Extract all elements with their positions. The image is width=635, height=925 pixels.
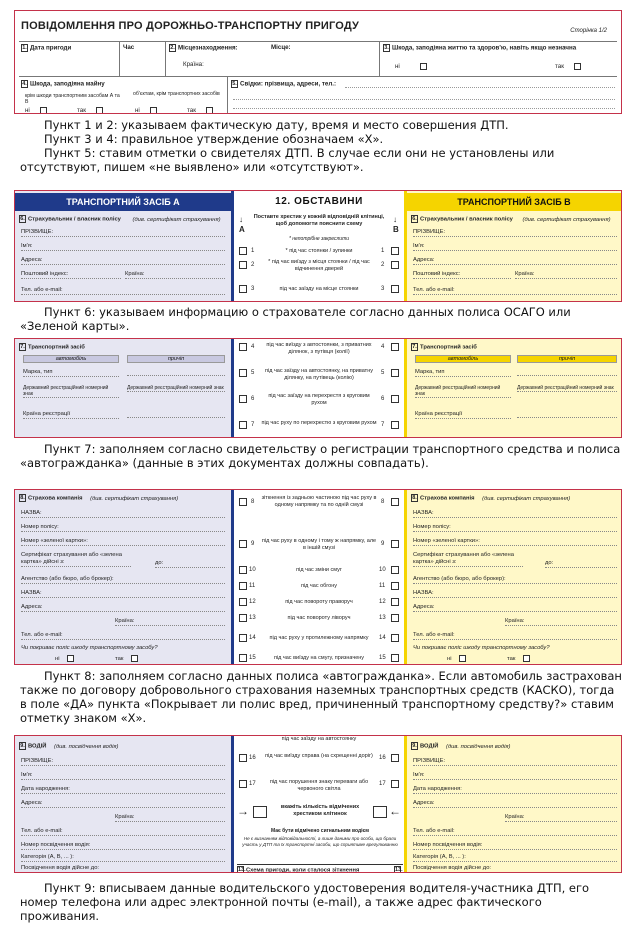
driver-a-surname[interactable]: ПРІЗВИЩЕ: <box>21 758 225 766</box>
vehicle-a-country[interactable]: Країна реєстрації <box>23 411 119 419</box>
vehicle-b-trailer-make[interactable] <box>517 369 617 376</box>
insurer-b-address[interactable]: Адреса: <box>413 604 617 612</box>
circ-6-num-a: 6 <box>251 396 255 402</box>
circ-6-b[interactable] <box>391 395 399 403</box>
insured-b-address[interactable]: Адреса: <box>413 257 617 265</box>
driver-b-address[interactable]: Адреса: <box>413 800 617 808</box>
count-box-b[interactable] <box>373 806 387 818</box>
circ-6-num-b: 6 <box>381 396 385 402</box>
insurer-a-valid-to[interactable]: до: <box>155 560 225 568</box>
count-box-a[interactable] <box>253 806 267 818</box>
insured-b-name[interactable]: Ім'я: <box>413 243 617 251</box>
vehicle-b-reg[interactable]: Державний реєстраційний номерний знак <box>415 385 511 398</box>
circ-1-num-a: 1 <box>251 248 255 254</box>
insurer-b-label: 8. Страхова компанія (див. сертифікат страхування) <box>412 495 571 502</box>
witnesses-lines[interactable] <box>345 79 615 88</box>
circ-5-num-b: 5 <box>381 370 385 376</box>
form-section-insured <box>14 190 622 302</box>
driver-b-country[interactable]: Країна: <box>505 814 617 822</box>
vehicle-a-trailer-reg[interactable]: Державний реєстраційний номерний знак <box>127 385 224 391</box>
form-title: ПОВІДОМЛЕННЯ ПРО ДОРОЖНЬО-ТРАНСПОРТНУ ПРИГОДУ <box>21 20 360 32</box>
circ-17-num-b: 17 <box>379 781 386 787</box>
count-label: вкажіть кількість відмічених хрестиком клітинок <box>280 804 360 817</box>
insurer-a-yes[interactable]: так <box>115 655 138 663</box>
caption-4: Пункт 8: заполняем согласно данных полиса «автогражданка». Если автомобиль застрахован также по договору добровольного страхования наземных транспортных средств (КАСКО), тогда в поле «ДА» пункта «Покрывает ли полис вред, причиненный транспортному средству?» ставим отметку знаком «Х». <box>20 669 622 725</box>
vehicle-b-label: 7. Транспортний засіб <box>412 344 477 351</box>
insured-b-postcode[interactable]: Поштовий індекс: <box>413 271 511 279</box>
circ-10-num-b: 10 <box>379 567 386 573</box>
page-number: Сторінка 1/2 <box>570 28 607 34</box>
circ-3-b[interactable] <box>391 285 399 293</box>
circ-14-text: під час руху у протилежному напрямку <box>269 635 369 641</box>
circ-5-b[interactable] <box>391 369 399 377</box>
circ-10-a[interactable] <box>239 566 247 574</box>
circ-2-num-a: 2 <box>251 262 255 268</box>
circ-10-num-a: 10 <box>249 567 256 573</box>
circ-11-a[interactable] <box>239 582 247 590</box>
circ-7-num-b: 7 <box>381 422 385 428</box>
circ-2-text: * під час виїзду з місця стоянки / під час відчинення дверей <box>268 259 370 272</box>
driver-b-birthdate[interactable]: Дата народження: <box>413 786 617 794</box>
circ-1-num-b: 1 <box>381 248 385 254</box>
property-vehicles-note: крім шкоди транспортним засобам А та В <box>25 93 120 105</box>
insurer-b-agency-name[interactable]: НАЗВА: <box>413 590 617 598</box>
insurer-b-agency[interactable]: Агентство (або бюро, або брокер): <box>413 576 617 584</box>
circ-13-num-a: 13 <box>249 615 256 621</box>
circ-9-a[interactable] <box>239 540 247 548</box>
driver-a-country[interactable]: Країна: <box>115 814 225 822</box>
form-section-vehicle <box>14 338 622 438</box>
circ-1-b[interactable] <box>391 247 399 255</box>
insurer-b-country[interactable]: Країна: <box>505 618 617 626</box>
circ-16-b[interactable] <box>391 754 399 762</box>
circ-15-num-b: 15 <box>379 655 386 661</box>
property-no-2[interactable]: ні <box>135 107 157 114</box>
circ-3-num-a: 3 <box>251 286 255 292</box>
count-arrow-a: → <box>237 804 249 818</box>
witnesses-lines-2[interactable] <box>233 91 615 109</box>
property-objects-note: об'єктам, крім транспортних засобів <box>133 91 220 97</box>
insurer-a-agency[interactable]: Агентство (або бюро, або брокер): <box>21 576 225 584</box>
circ-14-a[interactable] <box>239 634 247 642</box>
circ-5-a[interactable] <box>239 369 247 377</box>
circ-8-num-a: 8 <box>251 499 255 505</box>
caption-1: Пункт 1 и 2: указываем фактическую дату, время и место совершения ДТП. Пункт 3 и 4: правильное утверждение обозначаем «Х». Пункт 5: ставим отметки о свидетелях ДТП. В случае если они не установлены или отсутствуют, пишем «не выявлено» или «отсутствуют». <box>20 118 555 174</box>
vehicle-b-make[interactable]: Марка, тип <box>415 369 511 377</box>
circ-17-b[interactable] <box>391 780 399 788</box>
circ-2-a[interactable] <box>239 261 247 269</box>
arrow-a: ↓ <box>239 215 243 224</box>
vehicle-a-auto: автомобіль <box>23 355 119 363</box>
driver-a-category[interactable]: Категорія (А, В, ... ): <box>21 854 225 862</box>
circ-16-num-a: 16 <box>249 755 256 761</box>
insurer-a-valid-from[interactable]: Сертифікат страхування або «зелена картка» дійсні з: <box>21 552 131 567</box>
insurer-b-valid-from[interactable]: Сертифікат страхування або «зелена картка» дійсні з: <box>413 552 523 567</box>
caption-3: Пункт 7: заполняем согласно свидетельству о регистрации транспортного средства и полиса «автогражданка» (данные в этих документах должны совпадать). <box>20 442 621 470</box>
mark-note: Має бути відмічено сигнальним водієм <box>271 828 369 834</box>
driver-a-address[interactable]: Адреса: <box>21 800 225 808</box>
driver-b-phone[interactable]: Тел. або e-mail: <box>413 828 617 836</box>
insurer-b-no[interactable]: ні <box>447 655 466 663</box>
circ-13-b[interactable] <box>391 614 399 622</box>
insurer-b-greencard[interactable]: Номер «зеленої картки»: <box>413 538 617 546</box>
circ-9-text: під час руху в одному і тому ж напрямку, але в іншій смузі <box>261 538 377 551</box>
driver-b-valid[interactable]: Посвідчення водія дійсне до: <box>413 865 617 873</box>
vehicle-b-header: ТРАНСПОРТНИЙ ЗАСІБ В <box>407 193 621 211</box>
driver-a-birthdate[interactable]: Дата народження: <box>21 786 225 794</box>
insurer-b-name[interactable]: НАЗВА: <box>413 510 617 518</box>
circ-12-num-b: 12 <box>379 599 386 605</box>
circ-8-text: зіткнення із задньою частиною під час руху в одному напрямку та по одній смузі <box>261 495 377 508</box>
circ-7-text: під час руху по перехрестю з круговим рухом <box>261 420 377 426</box>
caption-5: Пункт 9: вписываем данные водительского удостоверения водителя-участника ДТП, его номер телефона или адрес электронной почты (e-mail), а также адрес фактического проживания. <box>20 881 590 923</box>
circ-15-b[interactable] <box>391 654 399 662</box>
insured-a-country[interactable]: Країна: <box>125 271 225 279</box>
circ-4-num-a: 4 <box>251 344 255 350</box>
insurer-b-yes[interactable]: так <box>507 655 530 663</box>
insurer-a-question: Чи покриває поліс шкоду транспортному засобу? <box>21 645 158 651</box>
circ-14-num-a: 14 <box>249 635 256 641</box>
circ-9-num-b: 9 <box>381 541 385 547</box>
circ-12-a[interactable] <box>239 598 247 606</box>
insured-b-phone[interactable]: Тел. або e-mail: <box>413 287 617 295</box>
driver-a-valid[interactable]: Посвідчення водія дійсне до: <box>21 865 225 873</box>
circ-14-num-b: 14 <box>379 635 386 641</box>
injury-no[interactable]: ні <box>395 63 427 71</box>
field-injury-label: 3. Шкода, заподіяна життю та здоров'ю, навіть якщо незначна <box>384 44 577 52</box>
circ-6-text: під час заїзду на перехрестя з круговим рухом <box>268 393 370 406</box>
circ-9-num-a: 9 <box>251 541 255 547</box>
driver-b-surname[interactable]: ПРІЗВИЩЕ: <box>413 758 617 766</box>
circ-14-b[interactable] <box>391 634 399 642</box>
form-section-insurer <box>14 489 622 665</box>
vehicle-a-trailer-country[interactable] <box>127 411 225 418</box>
insured-a-address[interactable]: Адреса: <box>21 257 225 265</box>
circ-1-a[interactable] <box>239 247 247 255</box>
circ-17-text: під час порушення знаку переваги або червоного світла <box>269 779 369 792</box>
circ-16-num-b: 16 <box>379 755 386 761</box>
circ-17-num-a: 17 <box>249 781 256 787</box>
field-witnesses-label: 5. Свідки: прізвища, адреси, тел.: <box>232 80 337 88</box>
circ-7-b[interactable] <box>391 421 399 429</box>
circ-12-b[interactable] <box>391 598 399 606</box>
vehicle-a-trailer-make[interactable] <box>127 369 225 376</box>
insured-a-name[interactable]: Ім'я: <box>21 243 225 251</box>
insurer-b-question: Чи покриває поліс шкоду транспортному засобу? <box>413 645 550 651</box>
circ-5-num-a: 5 <box>251 370 255 376</box>
caption-2: Пункт 6: указываем информацию о страхователе согласно данных полиса ОСАГО или «Зеленой карты». <box>20 305 571 333</box>
driver-b-label: 9. ВОДІЙ (див. посвідчення водія) <box>412 743 511 750</box>
circ-10-b[interactable] <box>391 566 399 574</box>
insurer-a-policy[interactable]: Номер полісу: <box>21 524 225 532</box>
driver-a-name[interactable]: Ім'я: <box>21 772 225 780</box>
circ-8-num-b: 8 <box>381 499 385 505</box>
property-yes[interactable]: так <box>77 107 103 114</box>
circ-9-b[interactable] <box>391 540 399 548</box>
vehicle-b-trailer: причіп <box>517 355 617 363</box>
circ-13-num-b: 13 <box>379 615 386 621</box>
form-section-header <box>14 10 622 114</box>
circ-7-num-a: 7 <box>251 422 255 428</box>
circ-4-text: під час виїзду з автостоянки, з приватних ділянок, з путівця (колії) <box>266 342 372 355</box>
insurer-b-phone[interactable]: Тел. або e-mail: <box>413 632 617 640</box>
insurer-a-no[interactable]: ні <box>55 655 74 663</box>
circumstances-note: * непотрібне закреслити <box>288 236 350 242</box>
insured-b-surname[interactable]: ПРІЗВИЩЕ: <box>413 229 617 237</box>
vehicle-a-label: 7. Транспортний засіб <box>20 344 85 351</box>
field-property-label: 4. Шкода, заподіяна майну <box>22 80 105 88</box>
insurer-b-policy[interactable]: Номер полісу: <box>413 524 617 532</box>
field-place-label: Місце: <box>271 44 291 51</box>
insured-a-label: 6. Страхувальник / власник полісу (див. сертифікат страхування) <box>20 216 221 223</box>
circ-8-a[interactable] <box>239 498 247 506</box>
vehicle-a-reg[interactable]: Державний реєстраційний номерний знак <box>23 385 119 398</box>
count-arrow-b: ← <box>389 804 401 818</box>
circ-3-text: під час заїзду на місце стоянки <box>279 286 359 292</box>
property-no[interactable]: ні <box>25 107 47 114</box>
driver-a-license[interactable]: Номер посвідчення водія: <box>21 842 225 850</box>
circ-1-text: * під час стоянки / зупинки <box>285 248 353 254</box>
circ-3-a[interactable] <box>239 285 247 293</box>
circ-13-text: під час повороту ліворуч <box>287 615 351 621</box>
circ-3-num-b: 3 <box>381 286 385 292</box>
insurer-b-valid-to[interactable]: до: <box>545 560 617 568</box>
driver-b-license[interactable]: Номер посвідчення водія: <box>413 842 617 850</box>
insurer-a-label: 8. Страхова компанія (див. сертифікат страхування) <box>20 495 179 502</box>
circumstances-header: 12. ОБСТАВИНИ <box>234 193 404 211</box>
vehicle-b-country[interactable]: Країна реєстрації <box>415 411 511 419</box>
insured-a-surname[interactable]: ПРІЗВИЩЕ: <box>21 229 225 237</box>
insurer-a-agency-name[interactable]: НАЗВА: <box>21 590 225 598</box>
insurer-a-greencard[interactable]: Номер «зеленої картки»: <box>21 538 225 546</box>
injury-yes[interactable]: так <box>555 63 581 71</box>
circ-13-a[interactable] <box>239 614 247 622</box>
arrow-b: ↓ <box>393 215 397 224</box>
field-date-label: 1. Дата пригоди <box>22 44 72 52</box>
vehicle-b-auto: автомобіль <box>415 355 511 363</box>
circ-4-num-b: 4 <box>381 344 385 350</box>
field-location-label: 2. Місцезнаходження: <box>170 44 238 52</box>
vehicle-b-trailer-country[interactable] <box>517 411 617 418</box>
driver-b-name[interactable]: Ім'я: <box>413 772 617 780</box>
circ-8-b[interactable] <box>391 498 399 506</box>
circ-15-text: під час виїзду на смугу, призначену <box>273 655 365 661</box>
field-country-label: Країна: <box>183 61 204 68</box>
circ-6-a[interactable] <box>239 395 247 403</box>
circ-12-text: під час повороту праворуч <box>285 599 353 605</box>
circ-11-text: під час обгону <box>300 583 338 589</box>
property-yes-2[interactable]: так <box>187 107 213 114</box>
circ-15-a[interactable] <box>239 654 247 662</box>
driver-a-label: 9. ВОДІЙ (див. посвідчення водія) <box>20 743 119 750</box>
mark-note-2: Не є визнанням відповідальності, а лише даними про особи, що брали участь у ДТП та їх транспортні засоби, що сприятиме врегулюванню <box>242 836 398 847</box>
vehicle-a-header: ТРАНСПОРТНИЙ ЗАСІБ А <box>15 193 231 211</box>
circ-2-b[interactable] <box>391 261 399 269</box>
insurer-a-name[interactable]: НАЗВА: <box>21 510 225 518</box>
circ-4-b[interactable] <box>391 343 399 351</box>
circ-15-num-a: 15 <box>249 655 256 661</box>
circumstances-intro: Поставте хрестик у кожній відповідній клітинці, щоб допомогти пояснити схему <box>253 214 385 227</box>
circ-2-num-b: 2 <box>381 262 385 268</box>
driver-a-phone[interactable]: Тел. або e-mail: <box>21 828 225 836</box>
scheme-label: 13.Схема пригоди, коли сталося зіткнення 13. <box>237 864 403 873</box>
letter-b: B <box>393 225 399 234</box>
vehicle-a-trailer: причіп <box>127 355 225 363</box>
circ-7-a[interactable] <box>239 421 247 429</box>
insured-a-postcode[interactable]: Поштовий індекс: <box>21 271 121 279</box>
insured-a-phone[interactable]: Тел. або e-mail: <box>21 287 225 295</box>
circ-10-text: під час зміни смуг <box>296 567 342 573</box>
circ-4-a[interactable] <box>239 343 247 351</box>
circ-5-text: під час заїзду на автостоянку, на приватну ділянку, на путівець (колію) <box>265 368 373 381</box>
circ-cut-text: під час заїзду на автостоянку <box>281 736 357 742</box>
vehicle-b-trailer-reg[interactable]: Державний реєстраційний номерний знак <box>517 385 617 392</box>
circ-16-a[interactable] <box>239 754 247 762</box>
circ-11-b[interactable] <box>391 582 399 590</box>
form-section-driver <box>14 735 622 873</box>
insurer-a-address[interactable]: Адреса: <box>21 604 225 612</box>
insured-b-country[interactable]: Країна: <box>515 271 617 279</box>
insurer-a-phone[interactable]: Тел. або e-mail: <box>21 632 225 640</box>
letter-a: A <box>239 225 245 234</box>
driver-b-category[interactable]: Категорія (А, В, ... ): <box>413 854 617 862</box>
circ-16-text: під час виїзду справа (на схрещенні доріг) <box>265 753 373 759</box>
circ-17-a[interactable] <box>239 780 247 788</box>
circ-11-num-b: 11 <box>379 583 386 589</box>
circ-11-num-a: 11 <box>249 583 256 589</box>
circ-12-num-a: 12 <box>249 599 256 605</box>
field-time-label: Час <box>123 44 135 51</box>
insurer-a-country[interactable]: Країна: <box>115 618 225 626</box>
vehicle-a-make[interactable]: Марка, тип <box>23 369 119 377</box>
insured-b-label: 6. Страхувальник / власник полісу (див. сертифікат страхування) <box>412 216 611 223</box>
